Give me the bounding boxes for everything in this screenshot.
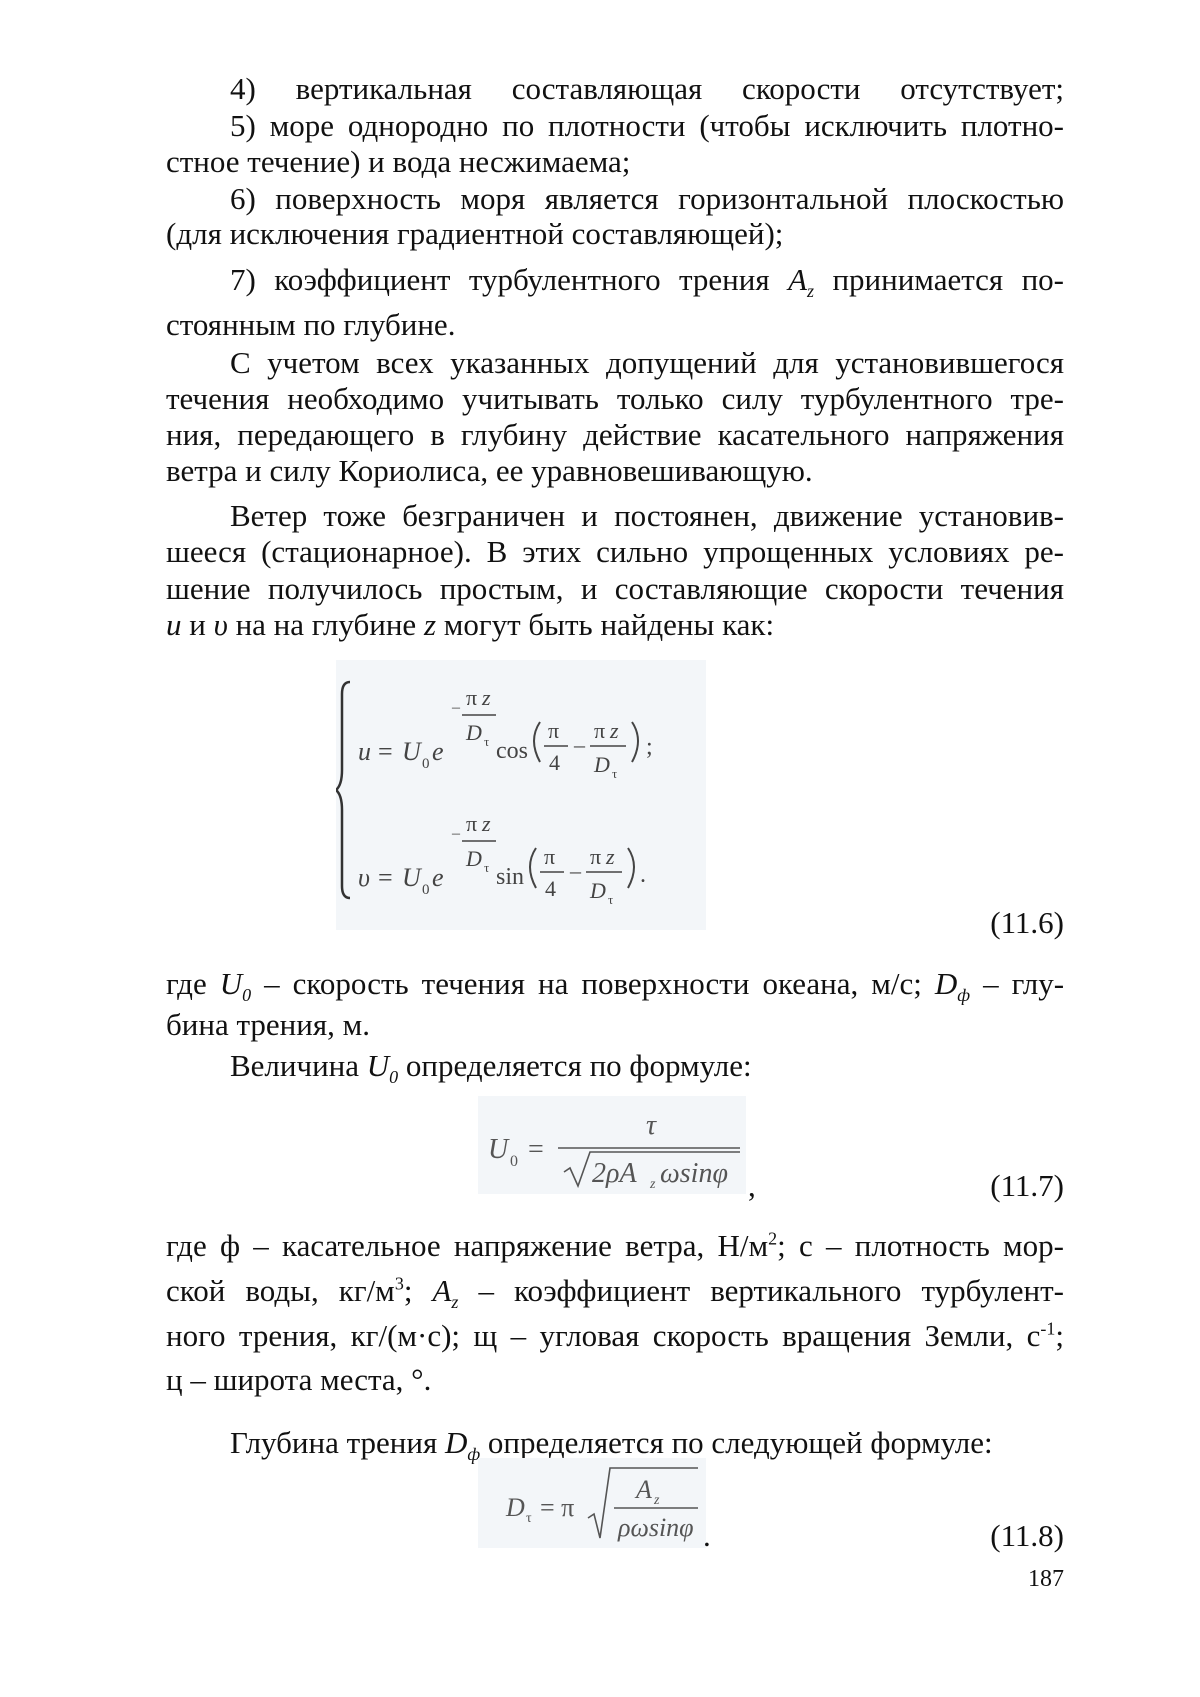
text-line: где ф – касательное напряжение ветра, Н/м2; с – плотность мор-	[166, 1228, 1064, 1264]
svg-text:τ: τ	[526, 1511, 532, 1526]
svg-text:D: D	[505, 1493, 525, 1522]
svg-text:2ρA: 2ρA	[592, 1158, 637, 1189]
svg-text:e: e	[432, 737, 444, 766]
text-line: ской воды, кг/м3; Az – коэффициент вертикального турбулент-	[166, 1273, 1064, 1309]
svg-text:.: .	[640, 862, 646, 888]
svg-text:–: –	[573, 732, 586, 757]
text-line: Ветер тоже безграничен и постоянен, движение установив-	[230, 498, 1064, 534]
svg-text:U: U	[488, 1134, 510, 1165]
text-line: шееся (стационарное). В этих сильно упрощенных условиях ре-	[166, 534, 1064, 570]
svg-text:cos: cos	[496, 738, 528, 764]
svg-text:u: u	[358, 737, 371, 766]
svg-text:4: 4	[545, 876, 556, 901]
svg-text:= π: = π	[540, 1493, 574, 1522]
text-line: ния, передающего в глубину действие касательного напряжения	[166, 417, 1064, 453]
svg-text:e: e	[432, 863, 444, 892]
svg-text:z: z	[481, 685, 491, 710]
svg-text:=: =	[378, 737, 393, 766]
text-line: стоянным по глубине.	[166, 307, 1064, 343]
symbol-Dphi: Dф	[935, 966, 970, 1001]
text-line: (для исключения градиентной составляющей);	[166, 216, 1064, 252]
text-line: 5) море однородно по плотности (чтобы исключить плотно-	[230, 108, 1064, 144]
svg-text:D: D	[465, 720, 482, 745]
svg-text:π: π	[594, 718, 605, 743]
equation-number: (11.8)	[990, 1518, 1064, 1554]
equation-11-6	[336, 660, 706, 930]
svg-text:–: –	[451, 825, 461, 842]
svg-text:ρωsinφ: ρωsinφ	[617, 1513, 694, 1542]
text-line: ного трения, кг/(м·с); щ – угловая скорость вращения Земли, с-1;	[166, 1318, 1064, 1354]
svg-text:τ: τ	[608, 892, 613, 907]
svg-text:sin: sin	[496, 864, 524, 890]
text-line: Величина U0 определяется по формуле:	[230, 1048, 1064, 1084]
equation-number: (11.6)	[990, 905, 1064, 941]
text-line: 6) поверхность моря является горизонтальной плоскостью	[230, 181, 1064, 217]
svg-text:–: –	[451, 699, 461, 716]
svg-text:π: π	[544, 844, 555, 869]
text-line: С учетом всех указанных допущений для установившегося	[230, 345, 1064, 381]
text-line: бина трения, м.	[166, 1007, 1064, 1043]
text-line: ветра и силу Кориолиса, ее уравновешивающую.	[166, 453, 1064, 489]
svg-text:D: D	[593, 752, 610, 777]
text-line: ц – широта места, °.	[166, 1362, 1064, 1398]
svg-text:τ: τ	[646, 1110, 657, 1141]
svg-text:A: A	[634, 1475, 652, 1504]
svg-text:U: U	[402, 863, 423, 892]
svg-text:z: z	[649, 1177, 656, 1192]
equation-11-7	[478, 1096, 746, 1194]
page-number: 187	[1028, 1566, 1064, 1593]
svg-text:z: z	[653, 1493, 660, 1508]
svg-text:0: 0	[422, 756, 430, 772]
symbol-Az: Az	[432, 1273, 458, 1308]
text-line: стное течение) и вода несжимаема;	[166, 144, 1064, 180]
equation-dot: .	[703, 1518, 711, 1554]
symbol-U0: U0	[220, 966, 251, 1001]
svg-text:π: π	[466, 685, 477, 710]
text-line: u и υ на на глубине z могут быть найдены как:	[166, 607, 1064, 643]
symbol-Dphi: Dф	[445, 1425, 480, 1460]
svg-text:π: π	[466, 811, 477, 836]
svg-text:D: D	[465, 846, 482, 871]
svg-text:U: U	[402, 737, 423, 766]
text-line: шение получилось простым, и составляющие скорости течения	[166, 571, 1064, 607]
svg-text:=: =	[378, 863, 393, 892]
text-line: 7) коэффициент турбулентного трения Az принимается по-	[230, 262, 1064, 298]
svg-text:τ: τ	[612, 766, 617, 781]
svg-text:z: z	[605, 844, 615, 869]
text-line: Глубина трения Dф определяется по следующей формуле:	[230, 1425, 1064, 1461]
svg-text:=: =	[528, 1134, 544, 1165]
svg-text:4: 4	[549, 750, 560, 775]
svg-text:0: 0	[510, 1153, 518, 1170]
svg-text:ωsinφ: ωsinφ	[660, 1158, 728, 1189]
svg-text:υ: υ	[358, 863, 370, 892]
equation-comma: ,	[748, 1168, 756, 1204]
svg-text:z: z	[481, 811, 491, 836]
svg-text:z: z	[609, 718, 619, 743]
svg-text:τ: τ	[484, 734, 489, 749]
svg-text:π: π	[548, 718, 559, 743]
svg-text:–: –	[569, 858, 582, 883]
svg-text:π: π	[590, 844, 601, 869]
svg-text:τ: τ	[484, 860, 489, 875]
svg-text:D: D	[589, 878, 606, 903]
text-line: 4) вертикальная составляющая скорости отсутствует;	[230, 71, 1064, 107]
symbol-Az: Az	[788, 262, 814, 297]
svg-text:0: 0	[422, 882, 430, 898]
svg-text:;: ;	[646, 734, 653, 760]
equation-11-8	[478, 1458, 706, 1548]
text-line: где U0 – скорость течения на поверхности океана, м/с; Dф – глу-	[166, 966, 1064, 1002]
symbol-U0: U0	[367, 1048, 398, 1083]
text-line: течения необходимо учитывать только силу турбулентного тре-	[166, 381, 1064, 417]
equation-number: (11.7)	[990, 1168, 1064, 1204]
